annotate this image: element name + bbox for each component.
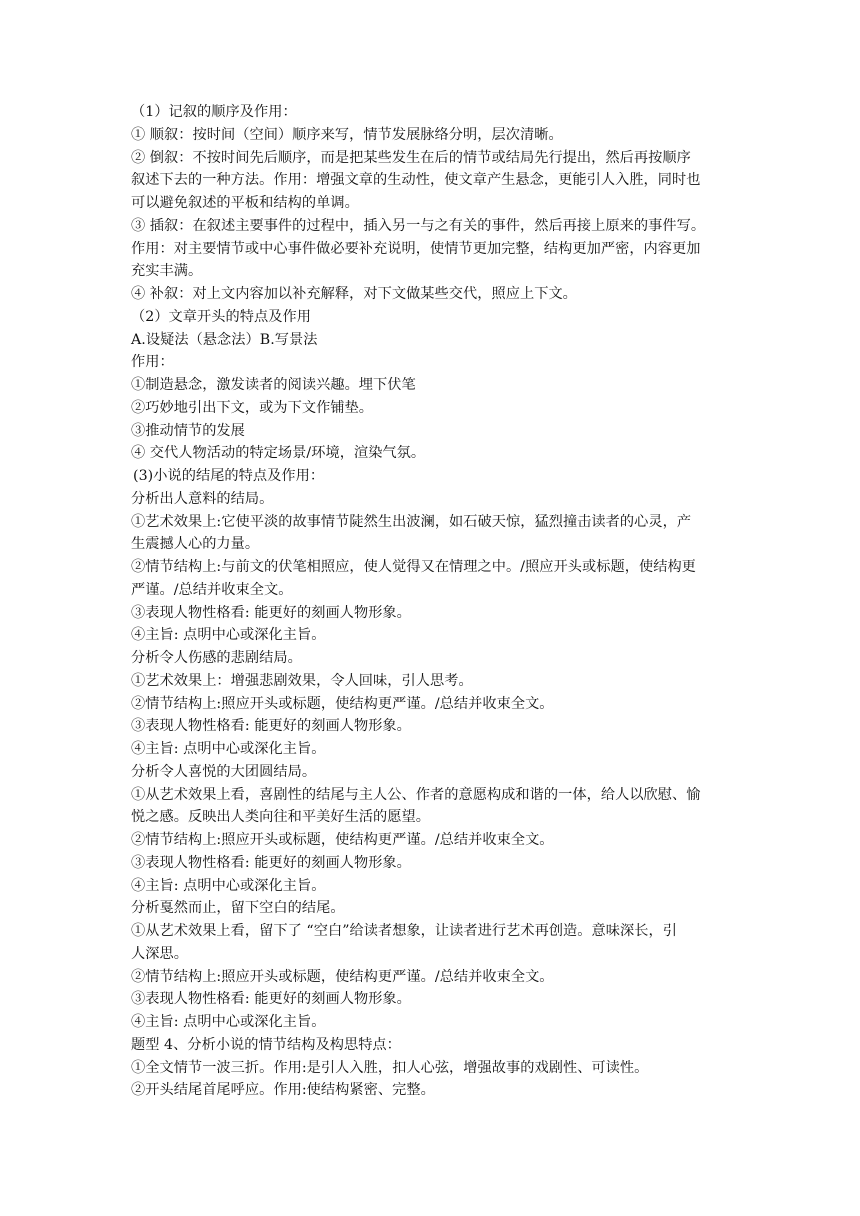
text-line: 叙述下去的一种方法。作用：增强文章的生动性，使文章产生悬念，更能引人入胜，同时也 (131, 172, 701, 189)
text-line: 分析出人意料的结局。 (131, 490, 274, 507)
text-line: ②情节结构上:照应开头或标题，使结构更严谨。/总结并收束全文。 (131, 968, 554, 985)
text-line: 作用：对主要情节或中心事件做必要补充说明，使情节更加完整，结构更加严密，内容更加 (131, 240, 701, 257)
text-line: 严谨。/总结并收束全文。 (131, 581, 293, 598)
text-line: ②情节结构上:与前文的伏笔相照应，使人觉得又在情理之中。/照应开头或标题，使结构更 (131, 559, 696, 575)
text-line: ④主旨: 点明中心或深化主旨。 (131, 741, 326, 757)
text-line: ②情节结构上:照应开头或标题，使结构更严谨。/总结并收束全文。 (131, 832, 554, 848)
text-line: 分析戛然而止，留下空白的结尾。 (131, 900, 345, 917)
text-line: ③表现人物性格看: 能更好的刻画人物形象。 (131, 854, 411, 871)
text-line: （1）记叙的顺序及作用： (131, 104, 297, 120)
text-line: ③推动情节的发展 (131, 422, 245, 439)
text-line: ③表现人物性格看: 能更好的刻画人物形象。 (131, 991, 411, 1008)
text-line: 悦之感。反映出人类向往和平美好生活的愿望。 (131, 809, 430, 826)
text-line: 分析令人喜悦的大团圆结局。 (131, 763, 317, 780)
text-line: ③表现人物性格看: 能更好的刻画人物形象。 (131, 604, 411, 621)
text-line: ①全文情节一波三折。作用:是引人入胜，扣人心弦，增强故事的戏剧性、可读性。 (131, 1059, 649, 1076)
text-line: ②巧妙地引出下文，或为下文作铺垫。 (131, 399, 374, 416)
text-line: 生震撼人心的力量。 (131, 536, 260, 553)
text-line: 题型 4、分析小说的情节结构及构思特点： (131, 1036, 401, 1053)
document-body (131, 101, 739, 1102)
text-line: （2）文章开头的特点及作用 (131, 308, 311, 325)
text-line: 作用： (131, 354, 174, 371)
text-line: ①艺术效果上：增强悲剧效果，令人回味，引人思考。 (131, 672, 473, 689)
text-line: ①从艺术效果上看，喜剧性的结尾与主人公、作者的意愿构成和谐的一体，给人以欣慰、愉 (131, 786, 701, 803)
text-line: ② 倒叙：不按时间先后顺序，而是把某些发生在后的情节或结局先行提出，然后再按顺序 (131, 149, 691, 166)
text-line: ④ 补叙：对上文内容加以补充解释，对下文做某些交代，照应上下文。 (131, 286, 577, 302)
text-line: ④主旨: 点明中心或深化主旨。 (131, 877, 326, 894)
text-line: 可以避免叙述的平板和结构的单调。 (131, 195, 359, 211)
text-line: ① 顺叙：按时间（空间）顺序来写，情节发展脉络分明，层次清晰。 (131, 126, 563, 143)
text-line: ②开头结尾首尾呼应。作用:使结构紧密、完整。 (131, 1082, 435, 1099)
text-line: (3)小说的结尾的特点及作用： (133, 468, 325, 484)
text-line: ④主旨: 点明中心或深化主旨。 (131, 627, 326, 644)
text-line: 人深思。 (131, 945, 188, 962)
text-line: ②情节结构上:照应开头或标题，使结构更严谨。/总结并收束全文。 (131, 695, 554, 712)
text-line: ④ 交代人物活动的特定场景/环境，渲染气氛。 (131, 445, 426, 462)
text-line: 分析令人伤感的悲剧结局。 (131, 650, 302, 666)
text-line: A.设疑法（悬念法）B.写景法 (131, 331, 318, 348)
text-line: ①制造悬念，激发读者的阅读兴趣。埋下伏笔 (131, 377, 416, 393)
text-line: ③表现人物性格看: 能更好的刻画人物形象。 (131, 718, 411, 735)
text-line: ①艺术效果上:它使平淡的故事情节陡然生出波澜，如石破天惊，猛烈撞击读者的心灵，产 (131, 513, 692, 530)
text-line: ①从艺术效果上看，留下了 “空白”给读者想象，让读者进行艺术再创造。意味深长，引 (131, 923, 677, 939)
text-line: ④主旨: 点明中心或深化主旨。 (131, 1014, 326, 1030)
text-line: 充实丰满。 (131, 263, 203, 280)
text-line: ③ 插叙：在叙述主要事件的过程中，插入另一与之有关的事件，然后再接上原来的事件写。 (131, 217, 706, 234)
